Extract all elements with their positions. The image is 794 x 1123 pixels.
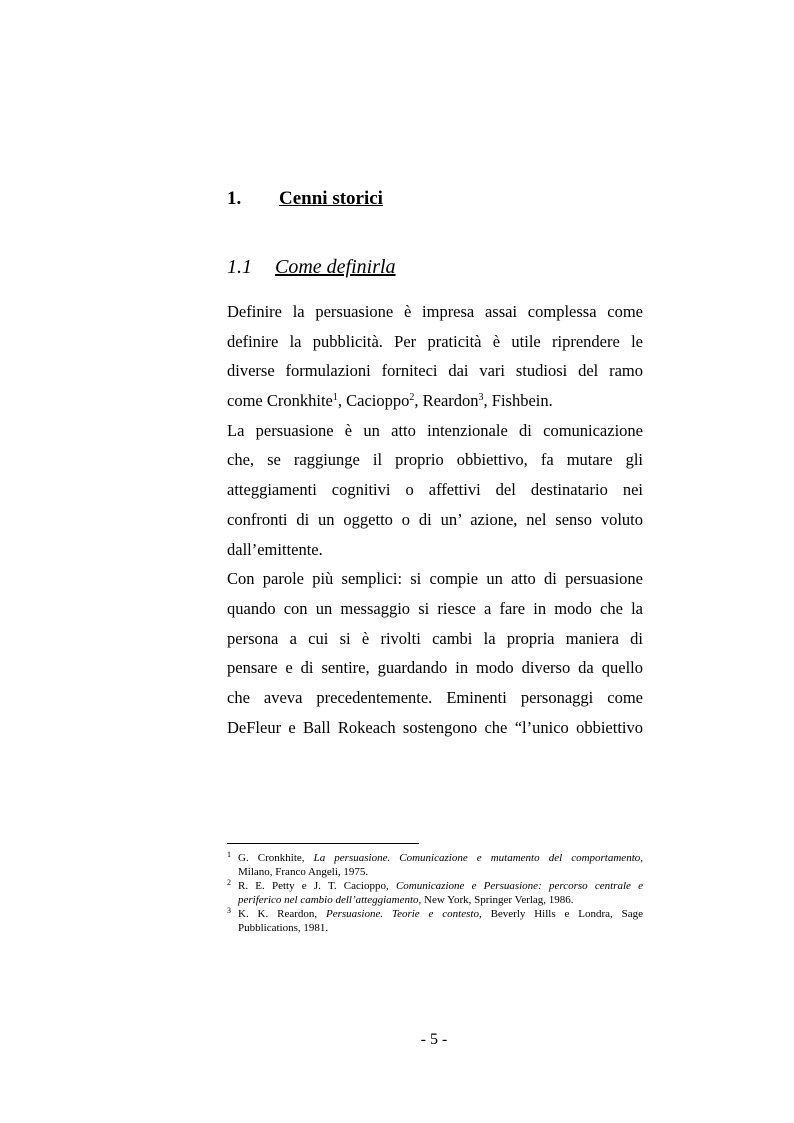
footnote-ref[interactable]: 1 bbox=[332, 392, 338, 404]
text-line: dall’emittente. bbox=[227, 539, 323, 559]
text-line: che, se raggiunge il proprio obbiettivo, fa mutare gli bbox=[227, 450, 643, 470]
footnote-line bbox=[238, 879, 643, 893]
footnote-mark: 2 bbox=[227, 878, 231, 887]
footnotes bbox=[227, 851, 643, 935]
footnote-title: Persuasione. Teorie e contesto bbox=[325, 908, 479, 920]
footnote-ref[interactable]: 2 bbox=[409, 392, 415, 404]
chapter-title: Cenni storici bbox=[279, 188, 383, 209]
section-title: Come definirla bbox=[275, 256, 396, 278]
chapter-number: 1. bbox=[227, 188, 242, 209]
section-heading bbox=[227, 256, 396, 279]
text-line: atteggiamenti cognitivi o affettivi del destinatario nei bbox=[227, 480, 643, 500]
footnote-ref[interactable]: 3 bbox=[478, 392, 484, 404]
text-line: La persuasione è un atto intenzionale di comunicazione bbox=[227, 420, 643, 440]
text-line bbox=[227, 386, 643, 416]
text-line: persona a cui si è rivolti cambi la propria maniera di bbox=[227, 628, 643, 648]
text-line: definire la pubblicità. Per praticità è utile riprendere le bbox=[227, 331, 643, 351]
text-line: DeFleur e Ball Rokeach sostengono che “l’unico obbiettivo bbox=[227, 717, 643, 737]
page-number: - 5 - bbox=[420, 1031, 448, 1048]
footnote bbox=[227, 907, 643, 935]
footnote-line bbox=[238, 851, 643, 865]
footnote-text: , New York, Springer Verlag, 1986. bbox=[418, 894, 574, 906]
footnote-line bbox=[238, 893, 643, 907]
footnote bbox=[227, 879, 643, 907]
footnote-author: K. K. Reardon, bbox=[238, 908, 326, 920]
footnote bbox=[227, 851, 643, 879]
text-line: diverse formulazioni forniteci dai vari studiosi del ramo bbox=[227, 361, 643, 381]
text-line: confronti di un oggetto o di un’ azione, nel senso voluto bbox=[227, 509, 643, 529]
text-segment: come Cronkhite bbox=[227, 391, 333, 411]
paragraph bbox=[227, 564, 643, 742]
footnote-mark: 3 bbox=[227, 906, 231, 915]
footnote-title: periferico nel cambio dell’atteggiamento bbox=[238, 894, 419, 906]
text-line: quando con un messaggio si riesce a fare in modo che la bbox=[227, 598, 643, 618]
footnote-author: R. E. Petty e J. T. Cacioppo, bbox=[238, 880, 396, 892]
text-line: che aveva precedentemente. Eminenti personaggi come bbox=[227, 687, 643, 707]
body-text bbox=[227, 297, 643, 742]
footnote-title: La persuasione. Comunicazione e mutamento del comportamento bbox=[313, 852, 641, 864]
footnote-line: Milano, Franco Angeli, 1975. bbox=[238, 866, 369, 878]
footnote-author: G. Cronkhite, bbox=[238, 852, 314, 864]
paragraph bbox=[227, 297, 643, 416]
text-segment: , Fishbein. bbox=[483, 391, 553, 411]
footnote-line bbox=[238, 907, 643, 921]
text-segment: , Cacioppo bbox=[337, 391, 410, 411]
footnote-text: , bbox=[640, 852, 643, 864]
footnote-line: Pubblications, 1981. bbox=[238, 922, 329, 934]
text-line: Definire la persuasione è impresa assai complessa come bbox=[227, 302, 643, 321]
footnote-title: Comunicazione e Persuasione: percorso centrale e bbox=[395, 880, 643, 892]
text-segment: , Reardon bbox=[414, 391, 479, 411]
footnote-text: , Beverly Hills e Londra, Sage bbox=[478, 908, 643, 920]
footnote-mark: 1 bbox=[227, 850, 231, 859]
chapter-heading bbox=[227, 188, 383, 210]
paragraph bbox=[227, 416, 643, 564]
text-line: Con parole più semplici: si compie un atto di persuasione bbox=[227, 569, 643, 589]
footnote-separator bbox=[227, 843, 419, 844]
text-line: pensare e di sentire, guardando in modo diverso da quello bbox=[227, 658, 643, 678]
section-number: 1.1 bbox=[227, 256, 252, 278]
